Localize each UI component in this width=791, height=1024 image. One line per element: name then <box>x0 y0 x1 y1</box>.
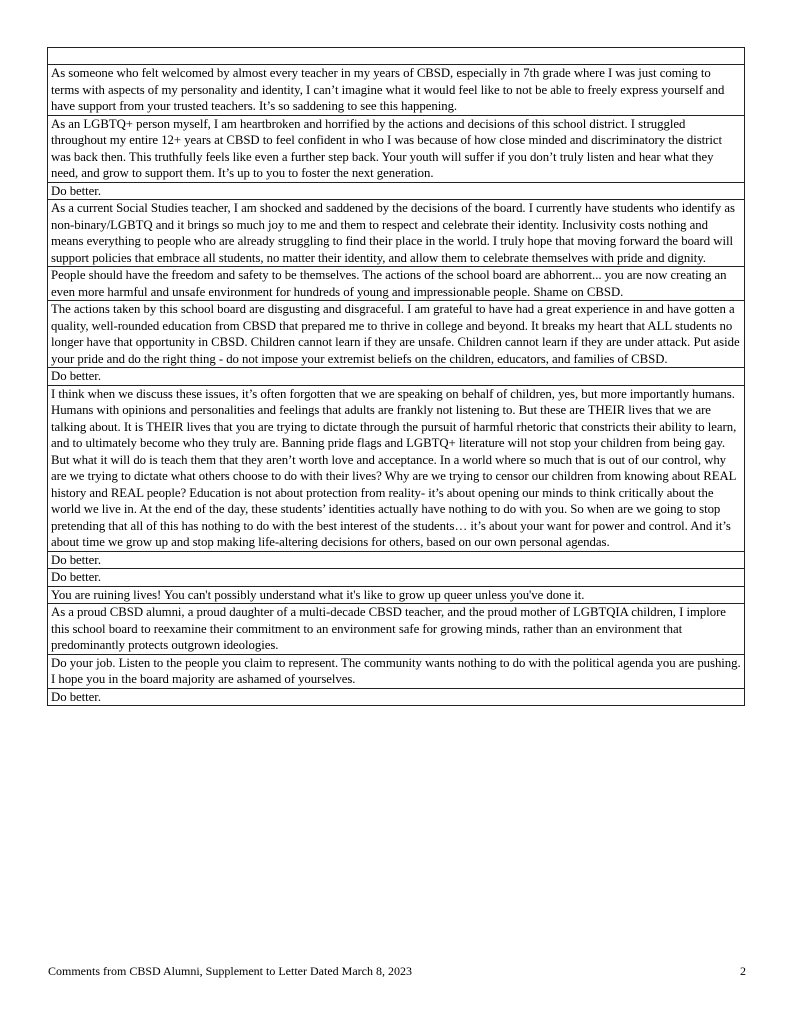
comments-table <box>47 47 745 706</box>
table-row <box>48 604 745 655</box>
table-row <box>48 200 745 267</box>
table-row <box>48 569 745 587</box>
table-row <box>48 65 745 116</box>
comment-cell: The actions taken by this school board are disgusting and disgraceful. I am grateful to have had a great experience in and have gotten a quality, well-rounded education from CBSD that prepared me to thrive in college and beyond. It breaks my heart that ALL students no longer have that opportunity in CBSD. Children cannot learn if they are unsafe. Children cannot learn if they are under attack. Put aside your pride and do the right thing - do not impose your extremist beliefs on the children, educators, and families of CBSD. <box>48 301 745 368</box>
comment-cell: People should have the freedom and safety to be themselves. The actions of the school board are abhorrent... you are now creating an even more harmful and unsafe environment for hundreds of young and impressionable people. Shame on CBSD. <box>48 267 745 301</box>
table-row <box>48 115 745 182</box>
table-row <box>48 586 745 604</box>
comment-cell: Do your job. Listen to the people you claim to represent. The community wants nothing to do with the political agenda you are pushing. I hope you in the board majority are ashamed of yourselves. <box>48 654 745 688</box>
comment-cell: You are ruining lives! You can't possibly understand what it's like to grow up queer unless you've done it. <box>48 586 745 604</box>
comment-cell: As a proud CBSD alumni, a proud daughter of a multi-decade CBSD teacher, and the proud mother of LGBTQIA children, I implore this school board to reexamine their commitment to an environment safe for growing minds, rather than an environment that predominantly protects outgrown ideologies. <box>48 604 745 655</box>
table-row <box>48 48 745 65</box>
comment-cell: Do better. <box>48 569 745 587</box>
comment-cell <box>48 48 745 65</box>
comment-cell: Do better. <box>48 368 745 386</box>
comment-cell: Do better. <box>48 688 745 706</box>
table-row <box>48 267 745 301</box>
table-row <box>48 182 745 200</box>
table-row <box>48 654 745 688</box>
table-row <box>48 551 745 569</box>
table-row <box>48 301 745 368</box>
comment-cell: Do better. <box>48 551 745 569</box>
table-row <box>48 368 745 386</box>
comment-cell: As someone who felt welcomed by almost every teacher in my years of CBSD, especially in 7th grade where I was just coming to terms with aspects of my personality and identity, I can’t imagine what it would feel like to not be able to freely express yourself and have support from your trusted teachers. It’s so saddening to see this happening. <box>48 65 745 116</box>
table-row <box>48 688 745 706</box>
comment-cell: Do better. <box>48 182 745 200</box>
comment-cell: I think when we discuss these issues, it’s often forgotten that we are speaking on behalf of children, yes, but more importantly humans. Humans with opinions and personalities and feelings that adults are frankly not listening to. But these are THEIR lives that we are talking about. It is THEIR lives that you are trying to dictate through the pursuit of harmful rhetoric that constricts their ability to learn, and to ultimately become who they truly are. Banning pride flags and LGBTQ+ literature will not stop your children from being gay. But what it will do is teach them that they aren’t worth love and acceptance. In a world where so much that is out of our control, why are we trying to dictate what others choose to do with their lives? Why are we trying to censor our children from knowing about REAL history and REAL people? Education is not about protection from reality- it’s about opening our minds to think critically about the world we live in. At the end of the day, these students’ identities actually have nothing to do with you. So when are we going to stop pretending that all of this has nothing to do with the best interest of the students… it’s about your want for power and control. And it’s about time we grow up and stop making life-altering decisions for others, based on our own personal agendas. <box>48 385 745 551</box>
page-number: 2 <box>740 964 746 978</box>
footer-text: Comments from CBSD Alumni, Supplement to Letter Dated March 8, 2023 <box>48 964 412 978</box>
comment-cell: As a current Social Studies teacher, I am shocked and saddened by the decisions of the board. I currently have students who identify as non-binary/LGBTQ and it brings so much joy to me and them to respect and celebrate their identity. Inclusivity costs nothing and means everything to people who are already struggling to find their place in the world. I truly hope that moving forward the board will support policies that embrace all students, no matter their identity, and allow them to celebrate themselves with pride and dignity. <box>48 200 745 267</box>
table-row <box>48 385 745 551</box>
comment-cell: As an LGBTQ+ person myself, I am heartbroken and horrified by the actions and decisions of this school district. I struggled throughout my entire 12+ years at CBSD to feel confident in who I was because of how close minded and discriminatory the district was back then. This truthfully feels like even a further step back. Your youth will suffer if you don’t truly listen and hear what they need, and grow to support them. It’s up to you to foster the next generation. <box>48 115 745 182</box>
